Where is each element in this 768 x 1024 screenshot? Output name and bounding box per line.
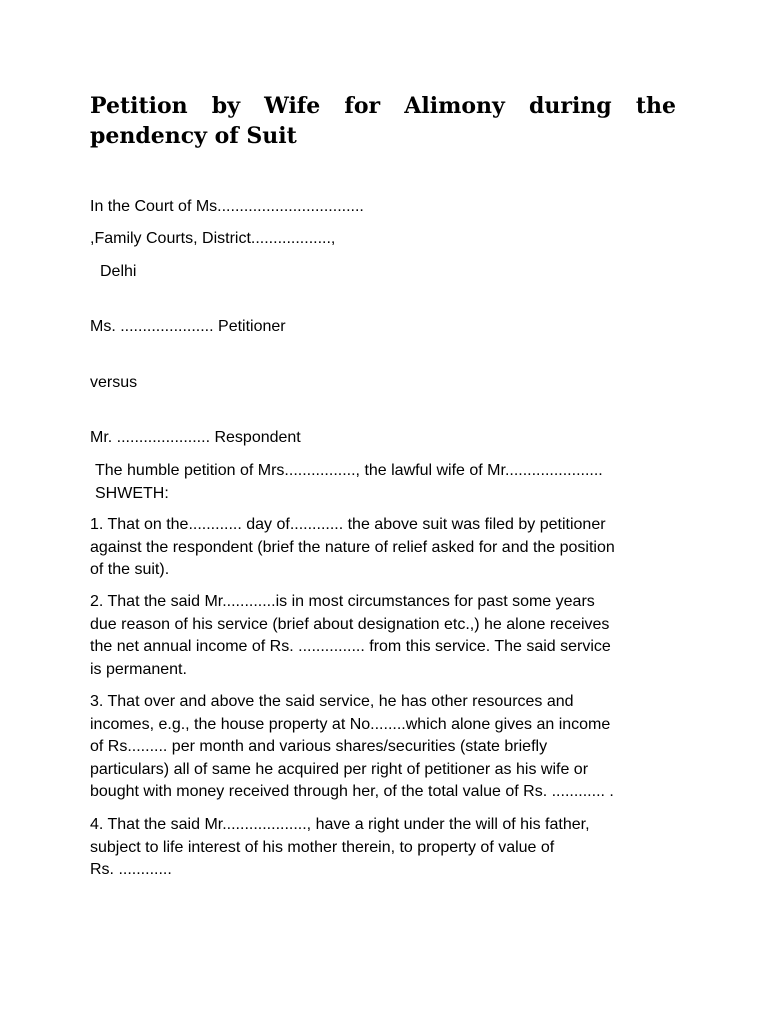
- petitioner-line: Ms. ..................... Petitioner: [90, 318, 286, 335]
- paragraph-line: is permanent.: [90, 660, 187, 678]
- intro-line: SHWETH:: [95, 484, 169, 502]
- respondent-line: Mr. ..................... Respondent: [90, 429, 301, 446]
- city-line: Delhi: [100, 263, 137, 280]
- paragraph-line: subject to life interest of his mother therein, to property of value of: [90, 838, 555, 856]
- paragraph-line: due reason of his service (brief about designation etc.,) he alone receives: [90, 615, 610, 633]
- paragraph-line: of the suit).: [90, 561, 170, 578]
- paragraph-1: [90, 514, 615, 582]
- intro-paragraph: [95, 460, 603, 505]
- paragraph-line: of Rs......... per month and various shares/securities (state briefly: [90, 738, 548, 755]
- district-line: ,Family Courts, District..................,: [90, 230, 336, 247]
- paragraph-3: [90, 691, 614, 804]
- paragraph-line: 2. That the said Mr............is in most circumstances for past some years: [90, 593, 595, 610]
- paragraph-line: 4. That the said Mr..................., have a right under the will of his father,: [90, 816, 590, 833]
- paragraph-line: the net annual income of Rs. ............... from this service. The said service: [90, 638, 611, 655]
- court-line: In the Court of Ms.................................: [90, 198, 364, 215]
- paragraph-2: [90, 591, 611, 681]
- intro-line: The humble petition of Mrs................, the lawful wife of Mr......................: [95, 462, 603, 479]
- paragraph-line: 3. That over and above the said service, he has other resources and: [90, 693, 574, 710]
- paragraph-line: against the respondent (brief the nature of relief asked for and the position: [90, 538, 615, 556]
- document-title: Petition by Wife for Alimony during the pendency of Suit: [90, 93, 676, 149]
- paragraph-line: incomes, e.g., the house property at No........which alone gives an income: [90, 715, 611, 733]
- paragraph-4: [90, 814, 590, 882]
- versus-line: versus: [90, 374, 138, 391]
- paragraph-line: 1. That on the............ day of............ the above suit was filed by petitioner: [90, 516, 606, 533]
- paragraph-line: Rs. ............: [90, 861, 172, 878]
- paragraph-line: particulars) all of same he acquired per right of petitioner as his wife or: [90, 760, 589, 778]
- paragraph-line: bought with money received through her, of the total value of Rs. ............ .: [90, 783, 614, 800]
